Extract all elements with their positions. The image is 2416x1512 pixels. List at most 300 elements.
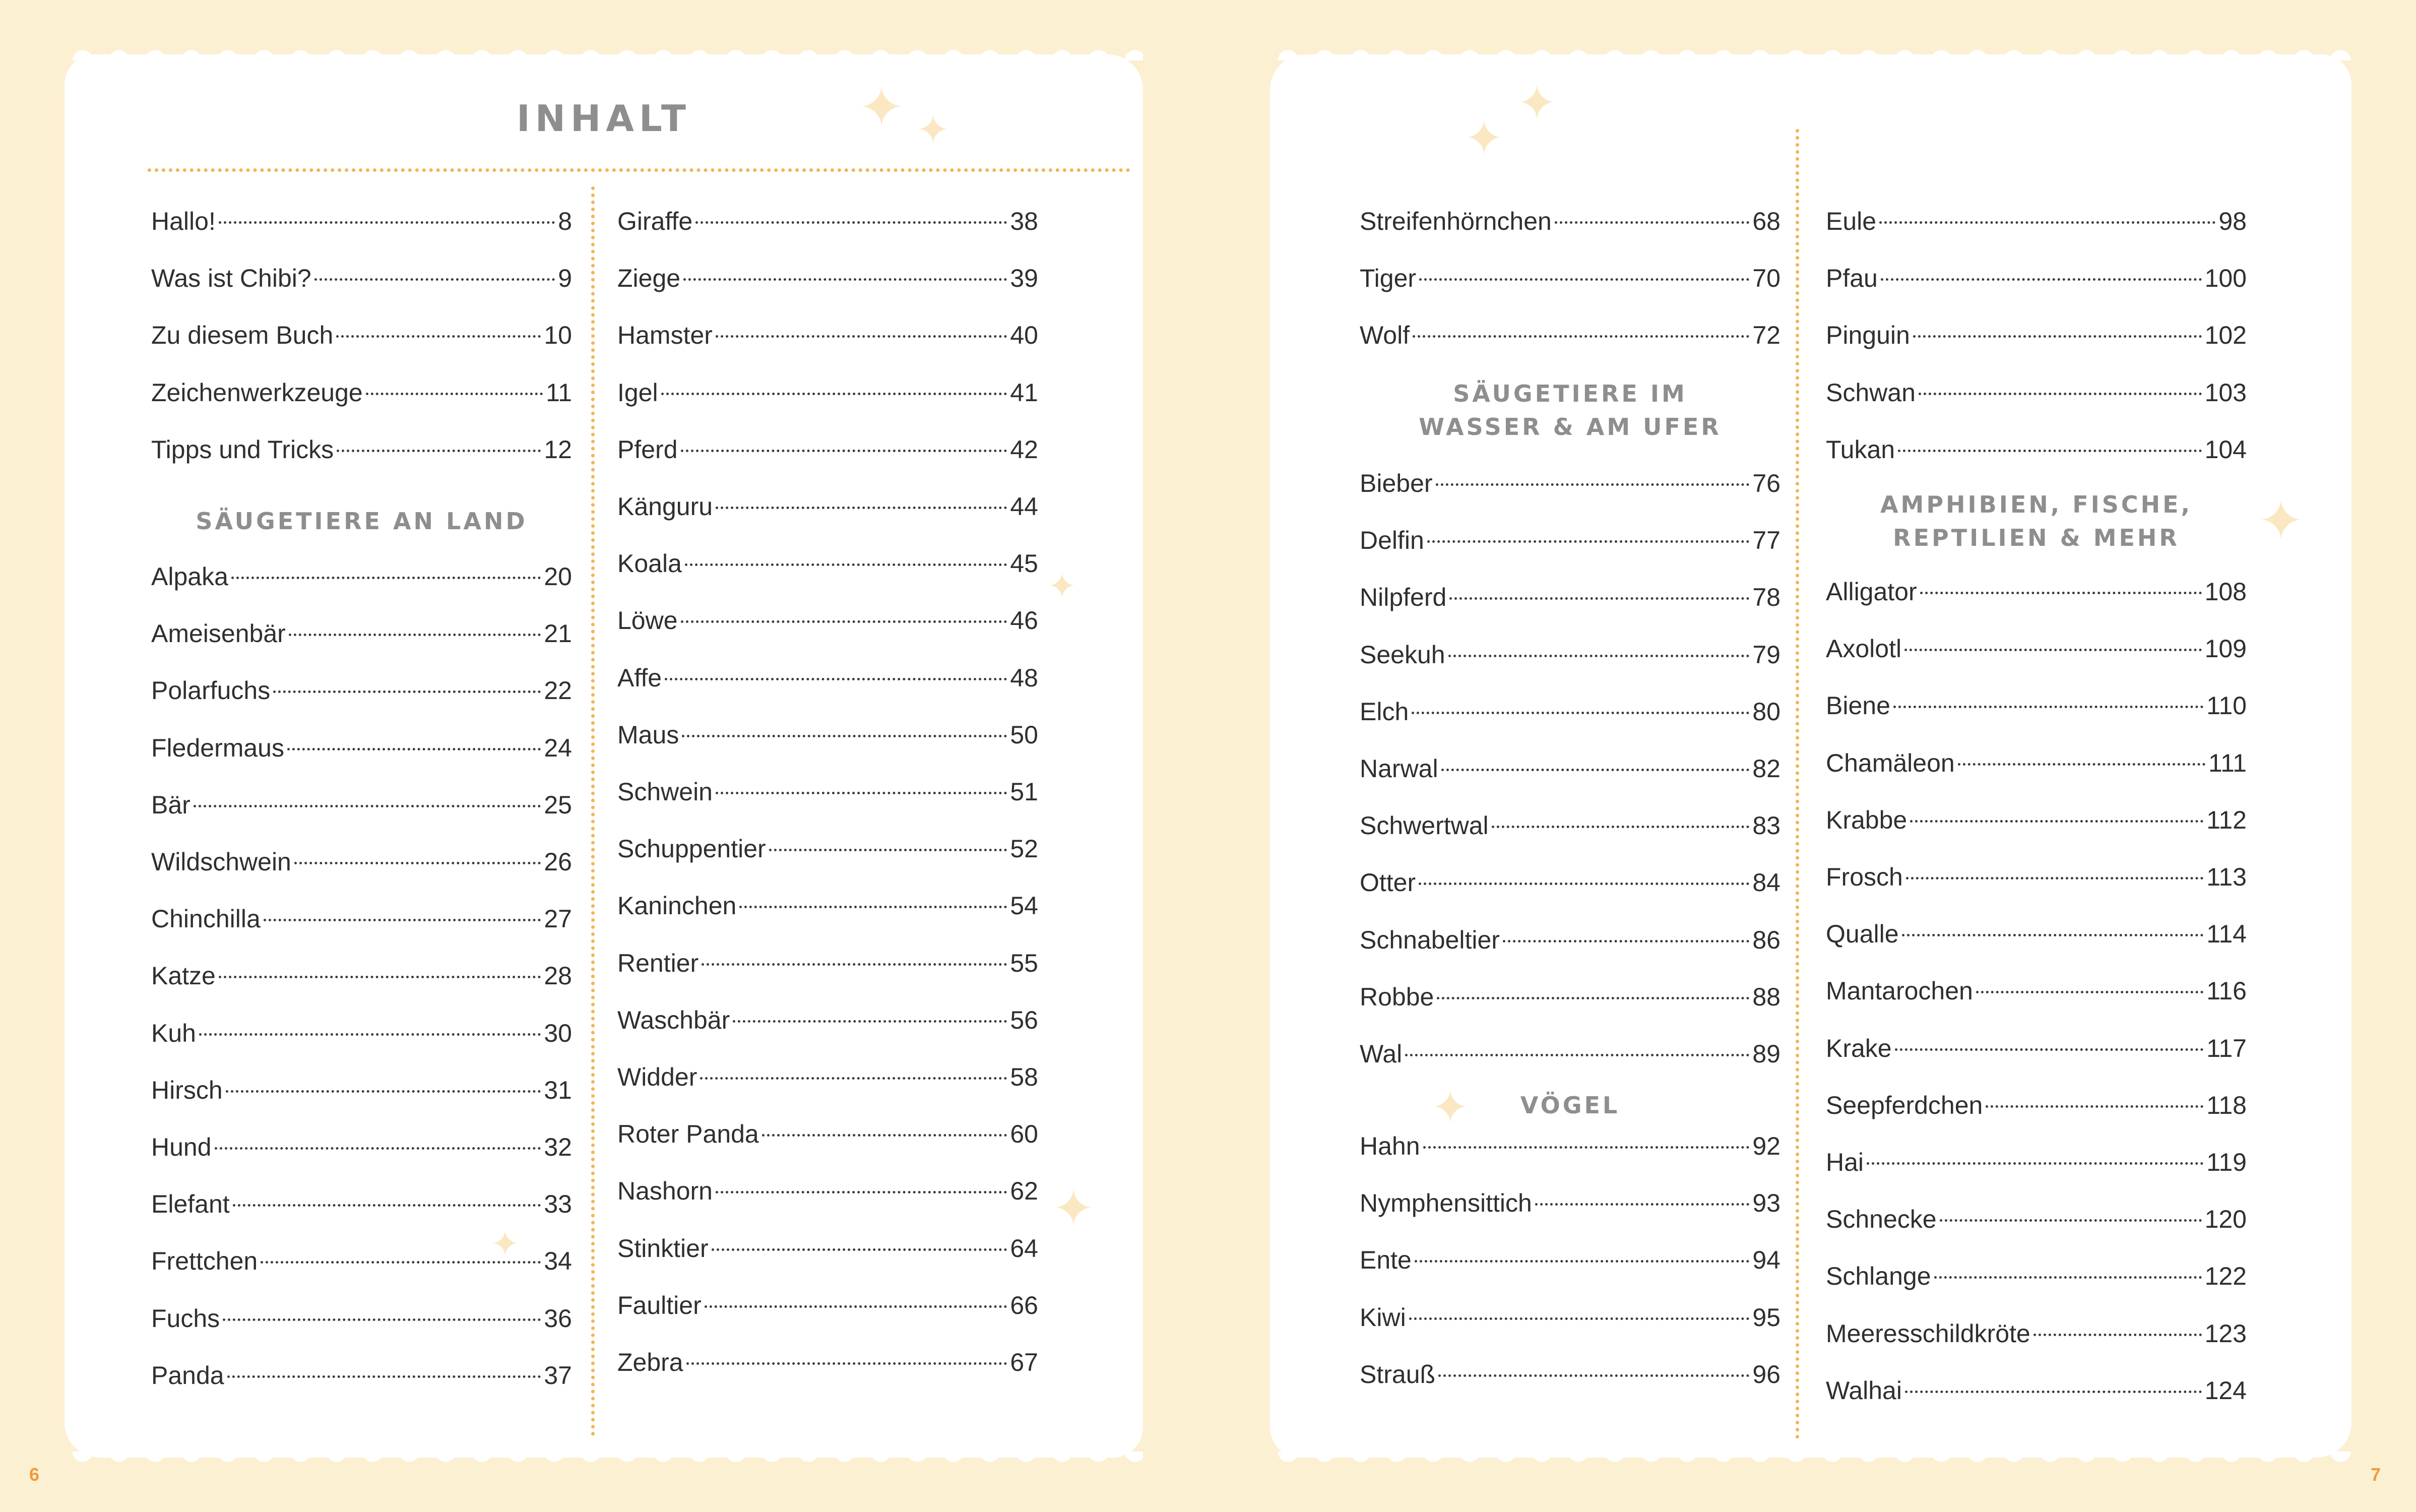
toc-entry-page-number: 31 <box>544 1076 572 1104</box>
dot-leader <box>231 577 541 579</box>
toc-entry <box>617 720 1038 755</box>
dot-leader <box>314 278 555 281</box>
toc-entry-title: Bär <box>151 790 190 819</box>
toc-entry <box>1360 754 1781 789</box>
toc-entry-page-number: 123 <box>2204 1319 2247 1348</box>
dot-leader <box>665 678 1007 680</box>
toc-entry-title: Pinguin <box>1826 321 1910 350</box>
toc-entry-title: Elefant <box>151 1190 230 1219</box>
toc-entry-title: Nashorn <box>617 1177 713 1206</box>
toc-entry-page-number: 58 <box>1010 1063 1038 1091</box>
toc-entry-page-number: 84 <box>1752 868 1781 897</box>
toc-entry-page-number: 48 <box>1010 663 1038 692</box>
toc-entry <box>617 492 1038 527</box>
dot-leader <box>1905 1391 2202 1393</box>
dot-leader <box>1535 1203 1750 1206</box>
section-heading: SÄUGETIERE AN LAND <box>196 508 528 535</box>
toc-entry <box>151 904 572 939</box>
title-divider <box>148 168 1130 172</box>
toc-entry-title: Tiger <box>1360 264 1417 293</box>
toc-entry <box>151 562 572 597</box>
toc-entry-title: Frosch <box>1826 863 1903 891</box>
page-number-right: 7 <box>2371 1464 2381 1485</box>
toc-entry <box>1360 925 1781 961</box>
toc-entry-title: Igel <box>617 378 658 407</box>
toc-entry <box>617 378 1038 413</box>
toc-entry-page-number: 93 <box>1752 1189 1781 1218</box>
dot-leader <box>700 1077 1007 1080</box>
toc-entry <box>151 847 572 883</box>
toc-entry <box>151 321 572 356</box>
dot-leader <box>1881 278 2202 281</box>
section-heading-line: SÄUGETIERE IM <box>1453 380 1687 407</box>
toc-entry <box>1360 1360 1781 1395</box>
toc-entry-page-number: 116 <box>2206 977 2247 1005</box>
column-divider-right <box>1796 129 1799 1439</box>
toc-entry-title: Hahn <box>1360 1132 1420 1160</box>
toc-entry-title: Giraffe <box>617 207 693 235</box>
sparkle-icon: ✦ <box>916 106 950 153</box>
toc-entry-page-number: 45 <box>1010 549 1038 578</box>
toc-entry-page-number: 26 <box>544 848 572 876</box>
toc-entry-title: Chamäleon <box>1826 748 1955 777</box>
toc-entry-page-number: 50 <box>1010 720 1038 749</box>
toc-entry <box>151 378 572 413</box>
toc-entry-page-number: 110 <box>2206 691 2247 720</box>
toc-entry <box>1360 640 1781 675</box>
dot-leader <box>661 393 1007 395</box>
dot-leader <box>1902 934 2204 936</box>
dot-leader <box>1419 278 1749 281</box>
sparkle-icon: ✦ <box>1431 1081 1470 1134</box>
toc-entry <box>151 1246 572 1282</box>
toc-entry <box>1826 862 2247 898</box>
dot-leader <box>682 735 1007 737</box>
toc-entry <box>1826 1091 2247 1126</box>
section-heading: VÖGEL <box>1520 1092 1620 1119</box>
toc-entry <box>617 1291 1038 1326</box>
dot-leader <box>1405 1054 1749 1056</box>
toc-entry-title: Narwal <box>1360 754 1438 783</box>
toc-entry-title: Polarfuchs <box>151 676 271 705</box>
toc-entry-title: Hallo! <box>151 207 216 235</box>
toc-entry-page-number: 56 <box>1010 1005 1038 1034</box>
toc-entry-title: Nymphensittich <box>1360 1189 1532 1218</box>
right-page <box>1270 54 2351 1458</box>
toc-entry-page-number: 51 <box>1010 778 1038 806</box>
dot-leader <box>1413 335 1749 338</box>
toc-entry <box>151 207 572 242</box>
toc-entry <box>151 435 572 470</box>
toc-entry <box>1826 691 2247 726</box>
toc-entry <box>1826 919 2247 955</box>
toc-entry <box>1360 526 1781 561</box>
dot-leader <box>287 748 541 750</box>
toc-entry <box>151 1076 572 1111</box>
section-heading-line: WASSER & AM UFER <box>1419 413 1722 440</box>
toc-entry <box>617 1062 1038 1098</box>
dot-leader <box>1893 706 2203 708</box>
toc-entry-title: Otter <box>1360 868 1416 897</box>
dot-leader <box>1412 712 1749 714</box>
dot-leader <box>1409 1317 1750 1320</box>
toc-entry <box>1826 805 2247 841</box>
toc-entry-page-number: 27 <box>544 905 572 933</box>
toc-entry-page-number: 64 <box>1010 1234 1038 1263</box>
toc-entry <box>1826 321 2247 356</box>
toc-entry-title: Pferd <box>617 435 678 464</box>
sparkle-icon: ✦ <box>1047 565 1077 607</box>
dot-leader <box>219 976 541 978</box>
toc-entry-title: Pfau <box>1826 264 1878 293</box>
page-title: INHALT <box>516 97 691 140</box>
dot-leader <box>733 1020 1007 1023</box>
toc-entry <box>1360 1039 1781 1075</box>
dot-leader <box>1438 1374 1749 1377</box>
dot-leader <box>1503 940 1749 942</box>
dot-leader <box>219 221 555 224</box>
dot-leader <box>683 278 1007 281</box>
toc-entry-page-number: 24 <box>544 733 572 762</box>
toc-entry-page-number: 46 <box>1010 606 1038 635</box>
toc-entry-page-number: 82 <box>1752 754 1781 783</box>
toc-entry-page-number: 22 <box>544 676 572 705</box>
toc-entry <box>151 264 572 299</box>
dot-leader <box>769 849 1007 851</box>
toc-entry-title: Ameisenbär <box>151 619 286 648</box>
toc-entry-page-number: 34 <box>544 1247 572 1276</box>
toc-entry-title: Zu diesem Buch <box>151 321 334 350</box>
toc-entry <box>1826 1262 2247 1297</box>
dot-leader <box>1423 1146 1750 1149</box>
toc-entry <box>1360 811 1781 846</box>
toc-entry <box>1826 976 2247 1012</box>
toc-entry <box>1360 1131 1781 1167</box>
toc-entry-title: Biene <box>1826 691 1890 720</box>
toc-entry-title: Ziege <box>617 264 681 293</box>
toc-entry <box>617 777 1038 812</box>
toc-entry-page-number: 86 <box>1752 925 1781 954</box>
toc-entry-page-number: 60 <box>1010 1120 1038 1149</box>
dot-leader <box>289 634 541 636</box>
page-number-left: 6 <box>29 1464 40 1485</box>
dot-leader <box>681 450 1007 452</box>
toc-entry-page-number: 62 <box>1010 1177 1038 1206</box>
toc-entry-title: Hirsch <box>151 1076 223 1104</box>
toc-entry <box>151 1189 572 1225</box>
sparkle-icon: ✦ <box>1517 76 1557 131</box>
toc-entry-title: Hai <box>1826 1148 1864 1176</box>
dot-leader <box>337 450 541 452</box>
toc-entry <box>617 949 1038 984</box>
toc-entry <box>617 549 1038 584</box>
toc-entry <box>1826 1319 2247 1354</box>
toc-entry-title: Krake <box>1826 1034 1892 1062</box>
sparkle-icon: ✦ <box>1464 111 1504 166</box>
toc-entry-page-number: 37 <box>544 1361 572 1390</box>
dot-leader <box>264 919 541 921</box>
toc-entry-title: Chinchilla <box>151 905 261 933</box>
toc-entry-title: Schlange <box>1826 1262 1931 1291</box>
toc-entry-title: Widder <box>617 1063 697 1091</box>
toc-entry-title: Hamster <box>617 321 713 350</box>
toc-entry-page-number: 70 <box>1752 264 1781 293</box>
toc-entry-title: Waschbär <box>617 1005 730 1034</box>
toc-entry-page-number: 9 <box>558 264 572 293</box>
dot-leader <box>1427 540 1750 543</box>
toc-entry <box>1826 1205 2247 1240</box>
toc-entry-title: Seepferdchen <box>1826 1091 1983 1119</box>
toc-entry-title: Was ist Chibi? <box>151 264 311 293</box>
toc-entry-title: Löwe <box>617 606 678 635</box>
dot-leader <box>1976 991 2203 993</box>
toc-entry <box>1826 378 2247 413</box>
dot-leader <box>227 1375 541 1378</box>
toc-entry <box>617 207 1038 242</box>
toc-entry-page-number: 88 <box>1752 982 1781 1011</box>
dot-leader <box>685 563 1007 566</box>
dot-leader <box>336 335 541 338</box>
toc-entry-page-number: 102 <box>2204 321 2247 350</box>
toc-entry-title: Schwein <box>617 778 713 806</box>
toc-entry-page-number: 66 <box>1010 1291 1038 1319</box>
toc-entry <box>1826 748 2247 784</box>
dot-leader <box>1934 1276 2202 1279</box>
toc-entry-title: Katze <box>151 962 216 990</box>
toc-entry <box>151 676 572 711</box>
sparkle-icon: ✦ <box>490 1223 520 1265</box>
toc-entry <box>617 321 1038 356</box>
toc-entry-page-number: 52 <box>1010 835 1038 863</box>
toc-entry <box>1360 469 1781 504</box>
toc-entry-title: Wolf <box>1360 321 1410 350</box>
dot-leader <box>1920 592 2202 594</box>
toc-entry-title: Alligator <box>1826 578 1917 606</box>
toc-entry <box>617 1176 1038 1212</box>
toc-entry <box>151 619 572 654</box>
toc-entry-title: Eule <box>1826 207 1877 235</box>
toc-entry-page-number: 113 <box>2206 863 2247 891</box>
toc-entry-title: Kaninchen <box>617 892 737 920</box>
dot-leader <box>1898 450 2201 452</box>
toc-entry-page-number: 83 <box>1752 811 1781 840</box>
dot-leader <box>1448 655 1750 657</box>
toc-entry <box>617 891 1038 926</box>
section-heading <box>1826 488 2247 554</box>
toc-entry-page-number: 67 <box>1010 1348 1038 1376</box>
dot-leader <box>1906 877 2203 879</box>
dot-leader <box>716 792 1007 794</box>
dot-leader <box>1436 483 1750 486</box>
toc-entry-title: Maus <box>617 720 679 749</box>
toc-entry-page-number: 120 <box>2204 1205 2247 1234</box>
toc-entry-page-number: 96 <box>1752 1360 1781 1389</box>
dot-leader <box>261 1261 541 1264</box>
toc-entry <box>1360 264 1781 299</box>
toc-entry <box>1360 207 1781 242</box>
toc-entry <box>1826 634 2247 669</box>
section-heading-line: AMPHIBIEN, FISCHE, <box>1880 491 2193 518</box>
dot-leader <box>233 1204 541 1207</box>
toc-entry-title: Schuppentier <box>617 835 766 863</box>
toc-entry-page-number: 54 <box>1010 892 1038 920</box>
dot-leader <box>1492 826 1750 828</box>
dot-leader <box>681 620 1007 623</box>
toc-entry-page-number: 25 <box>544 790 572 819</box>
toc-entry <box>1360 982 1781 1018</box>
toc-entry <box>617 834 1038 869</box>
toc-entry-page-number: 95 <box>1752 1303 1781 1332</box>
toc-entry-page-number: 119 <box>2206 1148 2247 1176</box>
dot-leader <box>294 862 541 864</box>
toc-entry-page-number: 21 <box>544 619 572 648</box>
toc-entry-title: Ente <box>1360 1246 1412 1275</box>
toc-entry <box>617 264 1038 299</box>
toc-entry <box>1360 697 1781 732</box>
toc-entry-title: Stinktier <box>617 1234 709 1263</box>
toc-entry-page-number: 104 <box>2204 435 2247 464</box>
dot-leader <box>1441 769 1750 771</box>
left-page <box>65 54 1143 1458</box>
dot-leader <box>1940 1219 2202 1222</box>
dot-leader <box>1449 597 1749 600</box>
toc-entry-title: Panda <box>151 1361 224 1390</box>
dot-leader <box>1913 335 2202 338</box>
sparkle-icon: ✦ <box>858 75 905 140</box>
toc-entry-title: Affe <box>617 663 662 692</box>
dot-leader <box>2033 1334 2202 1336</box>
toc-entry-page-number: 38 <box>1010 207 1038 235</box>
toc-entry-title: Delfin <box>1360 526 1424 555</box>
dot-leader <box>1895 1048 2204 1051</box>
toc-entry <box>1360 868 1781 903</box>
toc-entry <box>151 1132 572 1168</box>
sparkle-icon: ✦ <box>2258 488 2305 553</box>
dot-leader <box>1555 221 1750 224</box>
toc-entry-page-number: 10 <box>544 321 572 350</box>
toc-entry-title: Nilpferd <box>1360 583 1447 612</box>
toc-entry-page-number: 100 <box>2204 264 2247 293</box>
toc-entry-title: Meeresschildkröte <box>1826 1319 2030 1348</box>
toc-entry <box>151 1019 572 1054</box>
dot-leader <box>1919 393 2202 395</box>
dot-leader <box>1419 883 1749 885</box>
toc-entry-page-number: 72 <box>1752 321 1781 350</box>
toc-entry-title: Krabbe <box>1826 805 1908 834</box>
toc-entry-title: Schnabeltier <box>1360 925 1500 954</box>
toc-entry-page-number: 28 <box>544 962 572 990</box>
toc-entry-title: Faultier <box>617 1291 702 1319</box>
toc-entry <box>617 1234 1038 1269</box>
toc-entry <box>151 790 572 826</box>
toc-entry <box>617 1348 1038 1383</box>
toc-entry-title: Schnecke <box>1826 1205 1937 1234</box>
toc-entry-page-number: 114 <box>2206 920 2247 949</box>
toc-entry <box>617 1119 1038 1155</box>
toc-entry-page-number: 111 <box>2208 748 2247 777</box>
toc-entry-page-number: 33 <box>544 1190 572 1219</box>
toc-entry-page-number: 41 <box>1010 378 1038 407</box>
toc-entry-page-number: 68 <box>1752 207 1781 235</box>
toc-entry-title: Kiwi <box>1360 1303 1406 1332</box>
toc-entry-title: Roter Panda <box>617 1120 759 1149</box>
toc-entry-page-number: 30 <box>544 1019 572 1047</box>
toc-entry-title: Rentier <box>617 949 699 977</box>
toc-entry <box>1826 1034 2247 1069</box>
toc-entry-title: Fledermaus <box>151 733 284 762</box>
toc-entry-title: Zeichenwerkzeuge <box>151 378 363 407</box>
toc-entry-page-number: 55 <box>1010 949 1038 977</box>
dot-leader <box>702 963 1007 966</box>
toc-entry <box>1826 577 2247 612</box>
toc-entry-page-number: 8 <box>558 207 572 235</box>
toc-entry-page-number: 122 <box>2204 1262 2247 1291</box>
toc-entry-title: Elch <box>1360 697 1409 726</box>
dot-leader <box>716 1191 1007 1193</box>
toc-entry-page-number: 39 <box>1010 264 1038 293</box>
dot-leader <box>695 221 1007 224</box>
toc-entry <box>1826 1376 2247 1411</box>
toc-entry-title: Alpaka <box>151 562 228 591</box>
dot-leader <box>686 1362 1007 1365</box>
toc-entry-page-number: 108 <box>2204 578 2247 606</box>
dot-leader <box>1958 763 2205 766</box>
toc-entry-page-number: 32 <box>544 1133 572 1161</box>
toc-entry-page-number: 89 <box>1752 1040 1781 1068</box>
toc-entry-title: Axolotl <box>1826 635 1902 663</box>
dot-leader <box>226 1090 541 1093</box>
toc-entry-title: Qualle <box>1826 920 1899 949</box>
toc-entry-title: Robbe <box>1360 982 1434 1011</box>
toc-entry <box>617 435 1038 470</box>
dot-leader <box>716 507 1007 509</box>
toc-entry <box>1360 1303 1781 1338</box>
toc-entry-title: Tukan <box>1826 435 1895 464</box>
dot-leader <box>716 335 1007 338</box>
toc-entry <box>617 663 1038 699</box>
toc-entry-page-number: 78 <box>1752 583 1781 612</box>
toc-entry-title: Wildschwein <box>151 848 291 876</box>
dot-leader <box>739 906 1007 908</box>
column-divider-left <box>591 186 595 1436</box>
toc-entry-title: Känguru <box>617 492 713 521</box>
section-heading <box>1360 377 1781 444</box>
toc-entry-title: Walhai <box>1826 1376 1902 1405</box>
toc-entry <box>1826 207 2247 242</box>
dot-leader <box>1879 221 2215 224</box>
dot-leader <box>366 393 543 395</box>
toc-entry <box>1360 583 1781 618</box>
toc-entry-title: Wal <box>1360 1040 1403 1068</box>
dot-leader <box>1437 997 1749 999</box>
toc-entry <box>1826 1148 2247 1183</box>
dot-leader <box>1415 1260 1750 1263</box>
dot-leader <box>1910 820 2203 823</box>
toc-entry-page-number: 77 <box>1752 526 1781 555</box>
toc-entry-page-number: 80 <box>1752 697 1781 726</box>
toc-entry-title: Schwertwal <box>1360 811 1489 840</box>
toc-entry-page-number: 109 <box>2204 635 2247 663</box>
toc-entry-title: Zebra <box>617 1348 683 1376</box>
toc-entry-title: Mantarochen <box>1826 977 1973 1005</box>
toc-entry-title: Kuh <box>151 1019 196 1047</box>
toc-entry-page-number: 112 <box>2206 805 2247 834</box>
dot-leader <box>273 690 541 693</box>
dot-leader <box>1986 1105 2203 1108</box>
toc-entry-title: Strauß <box>1360 1360 1436 1389</box>
toc-entry-title: Schwan <box>1826 378 1916 407</box>
dot-leader <box>762 1134 1007 1137</box>
